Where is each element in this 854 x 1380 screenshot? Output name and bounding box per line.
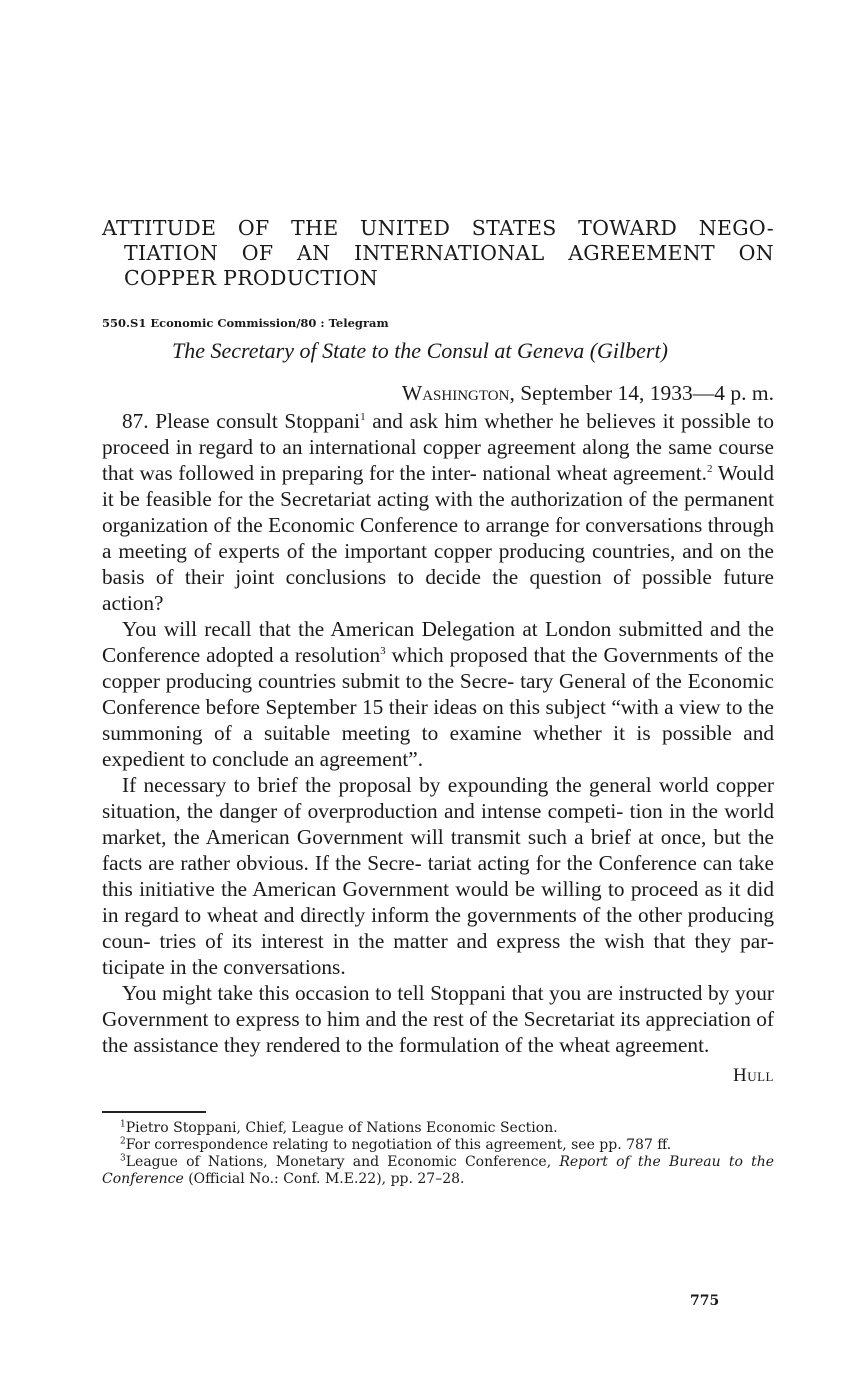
document-title: ATTITUDE OF THE UNITED STATES TOWARD NEGO- TIATION OF AN INTERNATIONAL AGREEMENT ON COPPER PRODUCTION (102, 216, 774, 290)
paragraph-4: You might take this occasion to tell Stoppani that you are instructed by your Government to express to him and the rest of the Secretariat its appreciation of the assistance they rendered to the formulation of the wheat agreement. (102, 981, 774, 1057)
footnote-ref-1: 1 (360, 410, 366, 423)
footnote-1-text: Pietro Stoppani, Chief, League of Nations Economic Section. (125, 1120, 558, 1136)
document-page (102, 216, 774, 1188)
telegram-body (102, 408, 774, 1058)
dateline-place: Washington (401, 381, 510, 405)
footnote-1 (102, 1120, 774, 1137)
page-number: 775 (690, 1293, 720, 1309)
footnote-3-title: Report of the Bureau to the Conference (102, 1154, 775, 1187)
dateline-date: , September 14, 1933—4 p. m. (509, 381, 774, 405)
document-subtitle: The Secretary of State to the Consul at Geneva (Gilbert) (172, 338, 668, 363)
footnote-3-mark: 3 (120, 1153, 126, 1164)
footnotes (102, 1120, 774, 1188)
paragraph-3: If necessary to brief the proposal by expounding the general world copper situation, the danger of overproduction and intense competi- tion in the world market, the American Government will transmit such a brief at once, but the facts are rather obvious. If the Secre- tariat acting for the Conference can take this initiative the American Government would be willing to proceed as it did in regard to wheat and directly inform the governments of the other producing coun- tries of its interest in the matter and express the wish that they par- ticipate in the conversations. (102, 773, 774, 979)
footnote-divider (102, 1111, 206, 1113)
footnote-ref-3: 3 (380, 644, 386, 657)
file-reference: 550.S1 Economic Commission/80 : Telegram (102, 316, 389, 330)
footnote-2-text: For correspondence relating to negotiation of this agreement, see pp. 787 ff. (125, 1137, 672, 1153)
paragraph-2-part-b: which proposed that the Governments of the copper producing countries submit to the Secre- tary General of the Economic Conference before September 15 their ideas on this subject “with a view to the summoning of a suitable meeting to examine whether it is possible and expedient to conclude an agreement”. (102, 643, 774, 771)
paragraph-1-part-b: and ask him whether he believes it possible to proceed in regard to an international copper agreement along the same course that was followed in preparing for the inter- national wheat agreement. (102, 409, 774, 485)
paragraph-1-part-a: 87. Please consult Stoppani (122, 409, 361, 433)
footnote-ref-2: 2 (707, 462, 713, 475)
paragraph-2-part-a: You will recall that the American Delegation at London submitted and the Conference adopted a resolution (102, 617, 774, 667)
signature: Hull (733, 1065, 774, 1086)
footnote-3-text-b: (Official No.: Conf. M.E.22), pp. 27–28. (183, 1171, 465, 1187)
footnote-2-mark: 2 (120, 1136, 126, 1147)
footnote-3-text-a: League of Nations, Monetary and Economic Conference, (125, 1154, 560, 1170)
footnote-1-mark: 1 (120, 1119, 126, 1130)
footnote-3 (102, 1154, 774, 1188)
paragraph-1 (102, 408, 774, 616)
paragraph-2 (102, 616, 774, 772)
paragraph-1-part-c: Would it be feasible for the Secretariat acting with the authorization of the permanent organization of the Economic Conference to arrange for conversations through a meeting of experts of the important copper producing countries, and on the basis of their joint conclusions to decide the question of possible future action? (102, 461, 774, 615)
footnote-2 (102, 1137, 774, 1154)
dateline (102, 380, 774, 406)
